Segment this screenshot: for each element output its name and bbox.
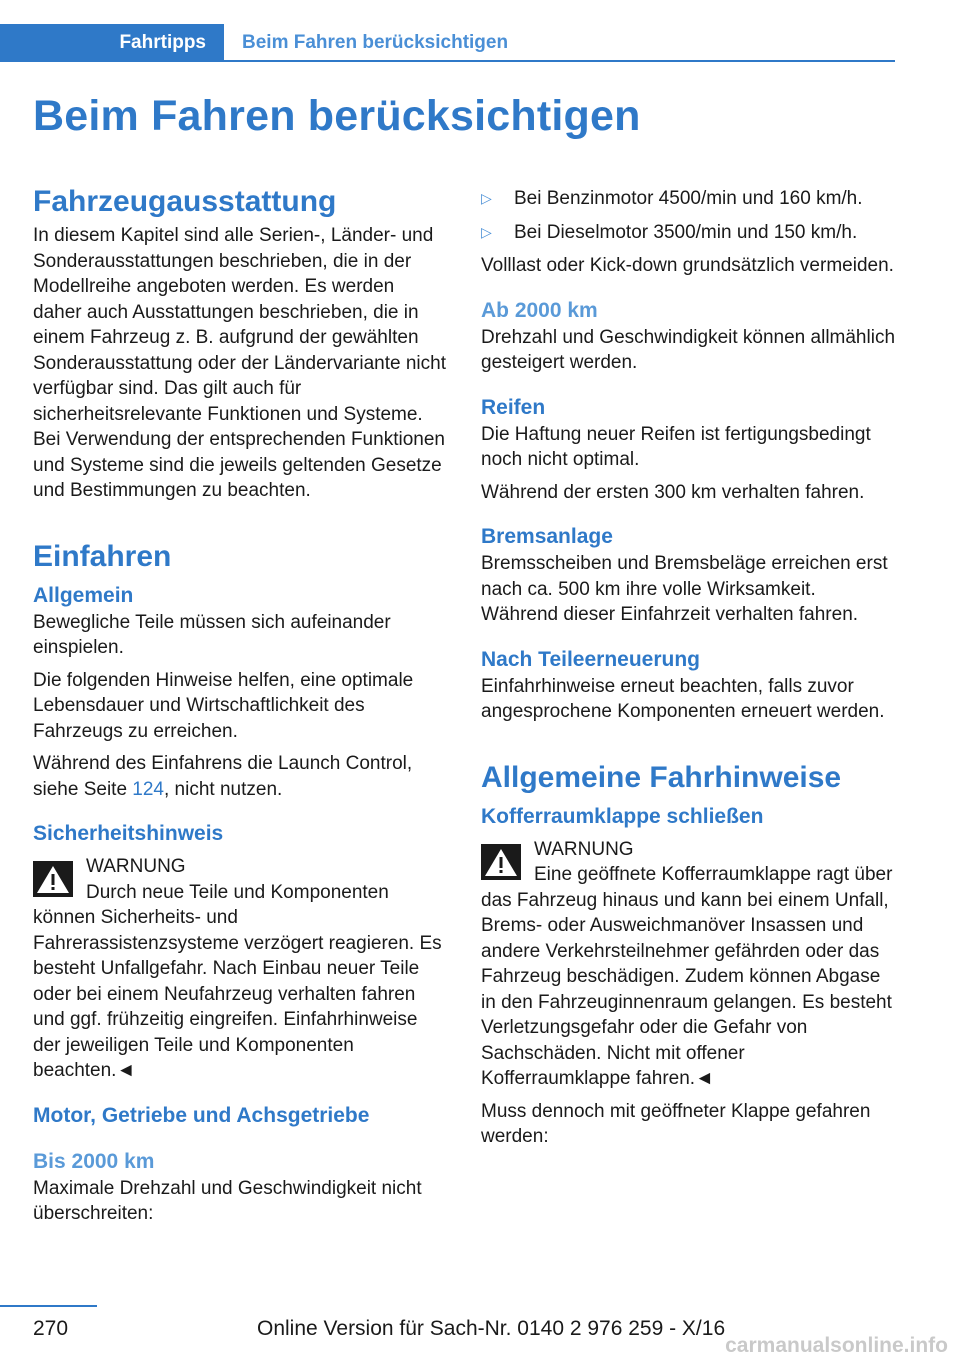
warning-box-1	[33, 854, 448, 1084]
triangle-bullet-icon: ▷	[481, 190, 492, 206]
heading-bis-2000-km: Bis 2000 km	[33, 1149, 155, 1173]
warning-text-2: Eine geöffnete Kofferraumklappe ragt über das Fahrzeug hinaus und kann bei einem Unfall, Brems- oder Ausweichmanöver Insassen und andere Verkehrsteilnehmer gefährden oder das Fahrzeug beschädigen. Zudem können Abgase in den Fahrzeuginnenraum gelangen. Es besteht Verletzungsgefahr oder die Gefahr von Sachschäden. Nicht mit offener Kofferraumklappe fahren.◄	[481, 864, 893, 1089]
heading-sicherheitshinweis: Sicherheitshinweis	[33, 822, 224, 845]
list-item	[481, 186, 896, 212]
warning-text-1: Durch neue Teile und Komponenten können Sicherheits- und Fahrerassistenzsysteme verzögert reagieren. Es besteht Unfallgefahr. Nach Einbau neuer Teile oder bei einem Neufahrzeug verhalten fahren und ggf. frühzeitig eingreifen. Einfahrhinweise der jeweiligen Teile und Komponenten beachten.◄	[33, 881, 442, 1081]
warning-box-2	[481, 837, 896, 1092]
triangle-bullet-icon: ▷	[481, 223, 492, 240]
heading-kofferraumklappe: Kofferraumklappe schließen	[481, 804, 764, 828]
heading-nach-teileerneuerung: Nach Teileerneuerung	[481, 647, 701, 671]
paragraph-bis-2000-km: Maximale Drehzahl und Geschwindigkeit nicht überschreiten:	[33, 1177, 422, 1224]
list-item-text: Bei Dieselmotor 3500/min und 150 km/h.	[514, 221, 858, 243]
tab-fahrtipps[interactable]: Fahrtipps	[0, 24, 224, 62]
paragraph-nach-teileerneuerung: Einfahrhinweise erneut beachten, falls zuvor angesprochene Komponenten erneuert werden.	[481, 675, 885, 722]
warning-triangle-icon	[33, 861, 73, 897]
left-column	[33, 183, 448, 1234]
footer-online-version: Online Version für Sach-Nr. 0140 2 976 259 - X/16	[257, 1317, 726, 1340]
heading-einfahren: Einfahren	[33, 539, 172, 573]
heading-ab-2000-km: Ab 2000 km	[481, 298, 598, 322]
paragraph-reifen-1: Die Haftung neuer Reifen ist fertigungsbedingt noch nicht optimal.	[481, 423, 871, 470]
heading-reifen: Reifen	[481, 395, 546, 419]
header-divider	[0, 60, 895, 62]
list-item	[481, 220, 896, 246]
page-link-124[interactable]: 124	[132, 778, 164, 800]
paragraph-ab-2000-km: Drehzahl und Geschwindigkeit können allmählich gesteigert werden.	[481, 326, 896, 373]
heading-fahrzeugausstattung: Fahrzeugausstattung	[33, 185, 337, 218]
right-column	[481, 186, 896, 1157]
paragraph-allgemein-3-text-a: Während des Einfahrens die Launch Control, siehe Seite	[33, 753, 413, 800]
heading-allgemein: Allgemein	[33, 583, 134, 607]
tab-beim-fahren[interactable]: Beim Fahren berücksichtigen	[242, 32, 509, 53]
paragraph-reifen-2: Während der ersten 300 km verhalten fahren.	[481, 481, 865, 503]
paragraph-allgemein-3	[33, 751, 448, 802]
footer-divider	[0, 1305, 97, 1307]
list-item-text: Bei Benzinmotor 4500/min und 160 km/h.	[514, 188, 863, 209]
paragraph-allgemein-2: Die folgenden Hinweise helfen, eine optimale Lebensdauer und Wirtschaftlichkeit des Fahrzeugs zu erreichen.	[33, 669, 414, 742]
paragraph-volllast: Volllast oder Kick-down grundsätzlich vermeiden.	[481, 255, 894, 276]
warning-label-2: WARNUNG	[534, 838, 634, 860]
paragraph-muss-dennoch: Muss dennoch mit geöffneter Klappe gefahren werden:	[481, 1100, 871, 1147]
paragraph-fahrzeugausstattung: In diesem Kapitel sind alle Serien-, Länder- und Sonderausstattungen beschrieben, die in der Modellreihe angeboten werden. Es werden daher auch Ausstattungen beschrieben, die in einem Fahrzeug z. B. aufgrund der gewählten Sonderausstattung oder der Ländervariante nicht verfügbar sind. Das gilt auch für sicherheitsrelevante Funktionen und Systeme. Bei Verwendung der entsprechenden Funktionen und Systeme sind die jeweils geltenden Gesetze und Bestimmungen zu beachten.	[33, 225, 446, 501]
watermark: carmanualsonline.info	[725, 1334, 948, 1357]
paragraph-bremsanlage: Bremsscheiben und Bremsbeläge erreichen erst nach ca. 500 km ihre volle Wirksamkeit. Während dieser Einfahrzeit verhalten fahren.	[481, 553, 888, 625]
heading-bremsanlage: Bremsanlage	[481, 525, 613, 548]
page-title: Beim Fahren berücksichtigen	[33, 92, 641, 140]
heading-motor-getriebe: Motor, Getriebe und Achsgetriebe	[33, 1103, 370, 1127]
paragraph-allgemein-1: Bewegliche Teile müssen sich aufeinander einspielen.	[33, 611, 391, 658]
heading-allgemeine-fahrhinweise: Allgemeine Fahrhinweise	[481, 760, 842, 794]
page-number: 270	[33, 1317, 69, 1340]
paragraph-allgemein-3-text-b: , nicht nutzen.	[164, 778, 283, 800]
warning-label-1: WARNUNG	[86, 856, 186, 877]
warning-triangle-icon	[481, 844, 521, 880]
